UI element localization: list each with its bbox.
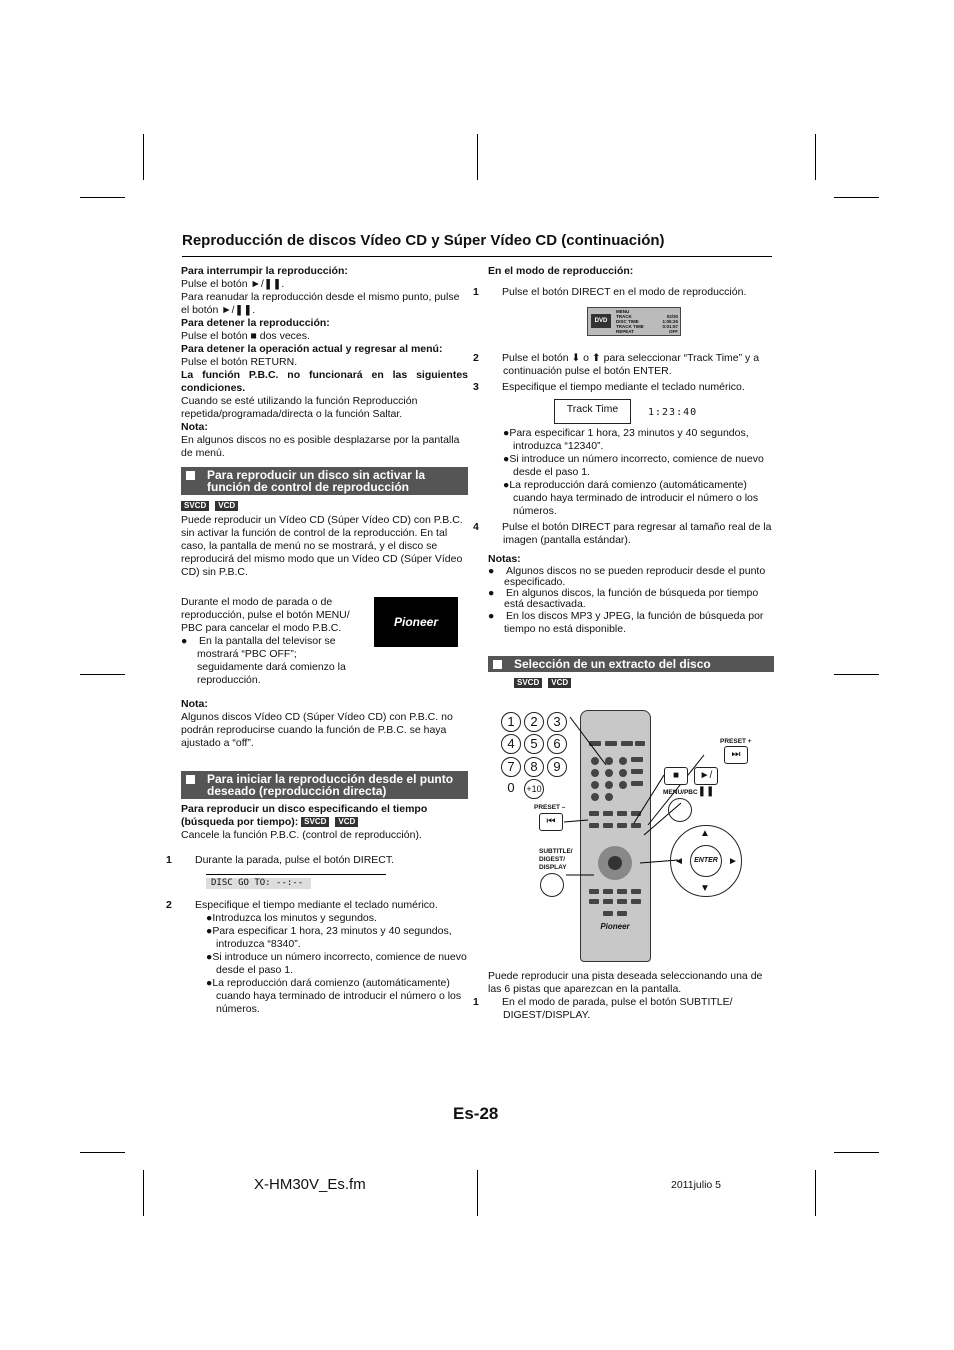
title-rule [182, 256, 772, 257]
pbc-heading: La función P.B.C. no funcionará en las siguientes condiciones. [181, 369, 468, 394]
arrow-right-icon: ► [728, 856, 738, 867]
square-bullet-icon [186, 471, 195, 480]
s1-bullet: ● En la pantalla del televisor se mostrará “PBC OFF”; seguidamente dará comienzo la reproducción. [181, 635, 346, 686]
subtitle-button-icon [540, 873, 564, 897]
step-2-bullet: ●La reproducción dará comienzo (automáticamente) cuando haya terminado de introducir el número o los números. [206, 977, 462, 1015]
osd-row [616, 329, 678, 334]
section-title: Para iniciar la reproducción desde el punto deseado (reproducción directa) [207, 772, 454, 798]
crop-mark [80, 674, 125, 675]
square-bullet-icon [493, 660, 502, 669]
r-step-3: 3 Especifique el tiempo mediante el teclado numérico. [473, 381, 745, 393]
osd-row-key: TRACK [616, 314, 632, 319]
stop-text: Pulse el botón ■ dos veces. [181, 330, 310, 342]
track-time-value: 1:23:40 [648, 407, 698, 418]
nota-item: ● En algunos discos, la función de búsqueda por tiempo está desactivada. [488, 587, 759, 610]
notas-heading: Notas: [488, 553, 521, 565]
crop-mark [815, 134, 816, 180]
key-2: 2 [524, 712, 544, 732]
play-pause-button-icon: ►/❚❚ [694, 767, 718, 785]
s2-text: Cancele la función P.B.C. (control de reproducción). [181, 829, 422, 841]
prev-button-icon: ⏮ [539, 813, 563, 831]
crop-mark [834, 197, 879, 198]
key-3: 3 [547, 712, 567, 732]
step-2-bullets [181, 912, 468, 1016]
disc-goto-osd [206, 874, 386, 890]
s1-paragraph: Puede reproducir un Vídeo CD (Súper Vídeo CD) con P.B.C. sin activar la función de control de la reproducción. En tal caso, la pantalla de menú no se mostrará, y el disco se reproducirá del mismo modo que un Vídeo CD (Súper Vídeo CD) sin P.B.C. [181, 514, 463, 578]
nota-heading: Nota: [181, 421, 208, 433]
arrow-left-icon: ◄ [674, 856, 684, 867]
nota-item: ● En los discos MP3 y JPEG, la función de búsqueda por tiempo no está disponible. [488, 610, 764, 635]
step-2-bullet: ●Si introduce un número incorrecto, comience de nuevo desde el paso 1. [206, 951, 467, 976]
svcd-badge: SVCD [301, 817, 329, 827]
section-title: Para reproducir un disco sin activar la función de control de reproducción [207, 468, 426, 494]
crop-mark [477, 1170, 478, 1216]
step-1: 1 Durante la parada, pulse el botón DIRECT. [166, 854, 395, 866]
track-time-label: Track Time [554, 399, 631, 424]
osd-row-key: TRACK TIME [616, 324, 644, 329]
r-step-3-bullet: ●La reproducción dará comienzo (automáticamente) cuando haya terminado de introducir el número o los números. [503, 479, 759, 517]
interrupt-text-2: Para reanudar la reproducción desde el mismo punto, pulse el botón ►/❚❚. [181, 291, 460, 316]
osd-row-value: 1:06:26 [662, 319, 678, 324]
crop-mark [143, 134, 144, 180]
s2-heading: Para reproducir un disco especificando el tiempo (búsqueda por tiempo): SVCD VCD [181, 803, 428, 828]
stop-heading: Para detener la reproducción: [181, 317, 330, 329]
crop-mark [80, 197, 125, 198]
arrow-down-icon: ▼ [700, 883, 710, 894]
section-title: Selección de un extracto del disco [514, 657, 711, 671]
digest-step-1: 1 En el modo de parada, pulse el botón SUBTITLE/ DIGEST/DISPLAY. [473, 996, 733, 1021]
nota-item: ● Algunos discos no se pueden reproducir desde el punto especificado. [488, 565, 766, 588]
enter-button: ENTER [690, 845, 722, 877]
nota2-heading: Nota: [181, 698, 208, 710]
crop-mark [477, 134, 478, 180]
osd-menu-label: MENU [616, 309, 630, 314]
key-7: 7 [501, 757, 521, 777]
footer-filename: X-HM30V_Es.fm [254, 1176, 366, 1193]
vcd-badge: VCD [548, 678, 571, 688]
menu-text: Pulse el botón RETURN. [181, 356, 298, 368]
digest-paragraph: Puede reproducir una pista deseada seleccionando una de las 6 pistas que aparezcan en la pantalla. [488, 970, 763, 995]
vcd-badge: VCD [215, 501, 238, 511]
key-5: 5 [524, 734, 544, 754]
remote-body [580, 710, 651, 962]
osd-screen [587, 307, 681, 336]
remote-logo: Pioneer [600, 922, 630, 931]
preset-plus-label: PRESET + [720, 738, 752, 745]
menu-heading: Para detener la operación actual y regresar al menú: [181, 343, 443, 355]
pbc-text: Cuando se esté utilizando la función Reproducción repetida/programada/directa o la función Saltar. [181, 395, 418, 420]
section-header-direct [181, 771, 468, 799]
r-step-3-bullet: ●Para especificar 1 hora, 23 minutos y 40 segundos, introduzca “12340”. [503, 427, 749, 452]
osd-row-value: OFF [669, 329, 678, 334]
next-button-icon: ⏭ [724, 746, 748, 764]
r-step-3-bullets [488, 427, 774, 518]
osd-row-value: 02/30 [666, 314, 678, 319]
key-8: 8 [524, 757, 544, 777]
key-0: 0 [507, 780, 515, 795]
mode-heading: En el modo de reproducción: [488, 265, 634, 277]
osd-row-key: DISC TIME [616, 319, 639, 324]
key-4: 4 [501, 734, 521, 754]
subtitle-label: SUBTITLE/ DIGEST/ DISPLAY [539, 848, 573, 871]
step-2-bullet: ●Para especificar 1 hora, 23 minutos y 40 segundos, introduzca “8340”. [206, 925, 452, 950]
remote-illustration [488, 705, 774, 967]
page-title: Reproducción de discos Vídeo CD y Súper Vídeo CD (continuación) [182, 232, 665, 249]
left-column [166, 265, 468, 1016]
key-1: 1 [501, 712, 521, 732]
crop-mark [815, 1170, 816, 1216]
step-2: 2 Especifique el tiempo mediante el teclado numérico. [166, 899, 438, 911]
disc-badges [514, 677, 774, 690]
key-plus10: +10 [524, 779, 544, 799]
disc-goto-text: DISC GO TO: --:-- [206, 878, 311, 889]
arrow-up-icon: ▲ [700, 828, 710, 839]
square-bullet-icon [186, 775, 195, 784]
interrupt-heading: Para interrumpir la reproducción: [181, 265, 348, 277]
interrupt-text: Pulse el botón ►/❚❚. [181, 278, 285, 290]
r-step-2: 2 Pulse el botón ⬇ o ⬆ para seleccionar “Track Time” y a continuación pulse el botón ENTER. [473, 352, 760, 377]
osd-rows [616, 314, 678, 334]
vcd-badge: VCD [335, 817, 358, 827]
crop-mark [834, 1152, 879, 1153]
pioneer-logo-screen: Pioneer [374, 597, 458, 647]
digest-text [473, 970, 774, 1022]
osd-row-key: REPEAT [616, 329, 634, 334]
step-2-bullet: ●Introduzca los minutos y segundos. [206, 912, 377, 924]
section-header-pbc-off [181, 467, 468, 495]
key-9: 9 [547, 757, 567, 777]
svcd-badge: SVCD [181, 501, 209, 511]
stop-button-icon: ■ [664, 767, 688, 785]
disc-badges [181, 500, 468, 513]
pbc-cancel-block [181, 596, 468, 688]
r-step-1: 1 Pulse el botón DIRECT en el modo de reproducción. [473, 286, 747, 298]
track-time-osd [488, 399, 774, 426]
right-column [473, 265, 774, 690]
crop-mark [143, 1170, 144, 1216]
r-step-3-bullet: ●Si introduce un número incorrecto, comience de nuevo desde el paso 1. [503, 453, 764, 478]
dvd-logo: DVD [591, 314, 611, 328]
nota-text: En algunos discos no es posible desplazarse por la pantalla de menú. [181, 434, 460, 459]
osd-row-value: 0:01:57 [662, 324, 678, 329]
preset-minus-label: PRESET – [534, 804, 566, 811]
r-step-4: 4 Pulse el botón DIRECT para regresar al tamaño real de la imagen (pantalla estándar). [473, 521, 772, 546]
menu-pbc-label: MENU/PBC [663, 789, 698, 796]
menu-pbc-button-icon [668, 798, 692, 822]
crop-mark [80, 1152, 125, 1153]
nota2-text: Algunos discos Vídeo CD (Súper Vídeo CD) con P.B.C. no podrán reproducirse cuando la función de P.B.C. se haya ajustado a “off”. [181, 711, 453, 749]
section-header-digest [488, 656, 774, 672]
crop-mark [834, 674, 879, 675]
svcd-badge: SVCD [514, 678, 542, 688]
page-number: Es-28 [453, 1104, 499, 1123]
key-6: 6 [547, 734, 567, 754]
s1-paragraph-2: Durante el modo de parada o de reproducción, pulse el botón MENU/ PBC para cancelar el modo P.B.C. [181, 596, 350, 634]
footer-date: 2011julio 5 [671, 1179, 722, 1191]
